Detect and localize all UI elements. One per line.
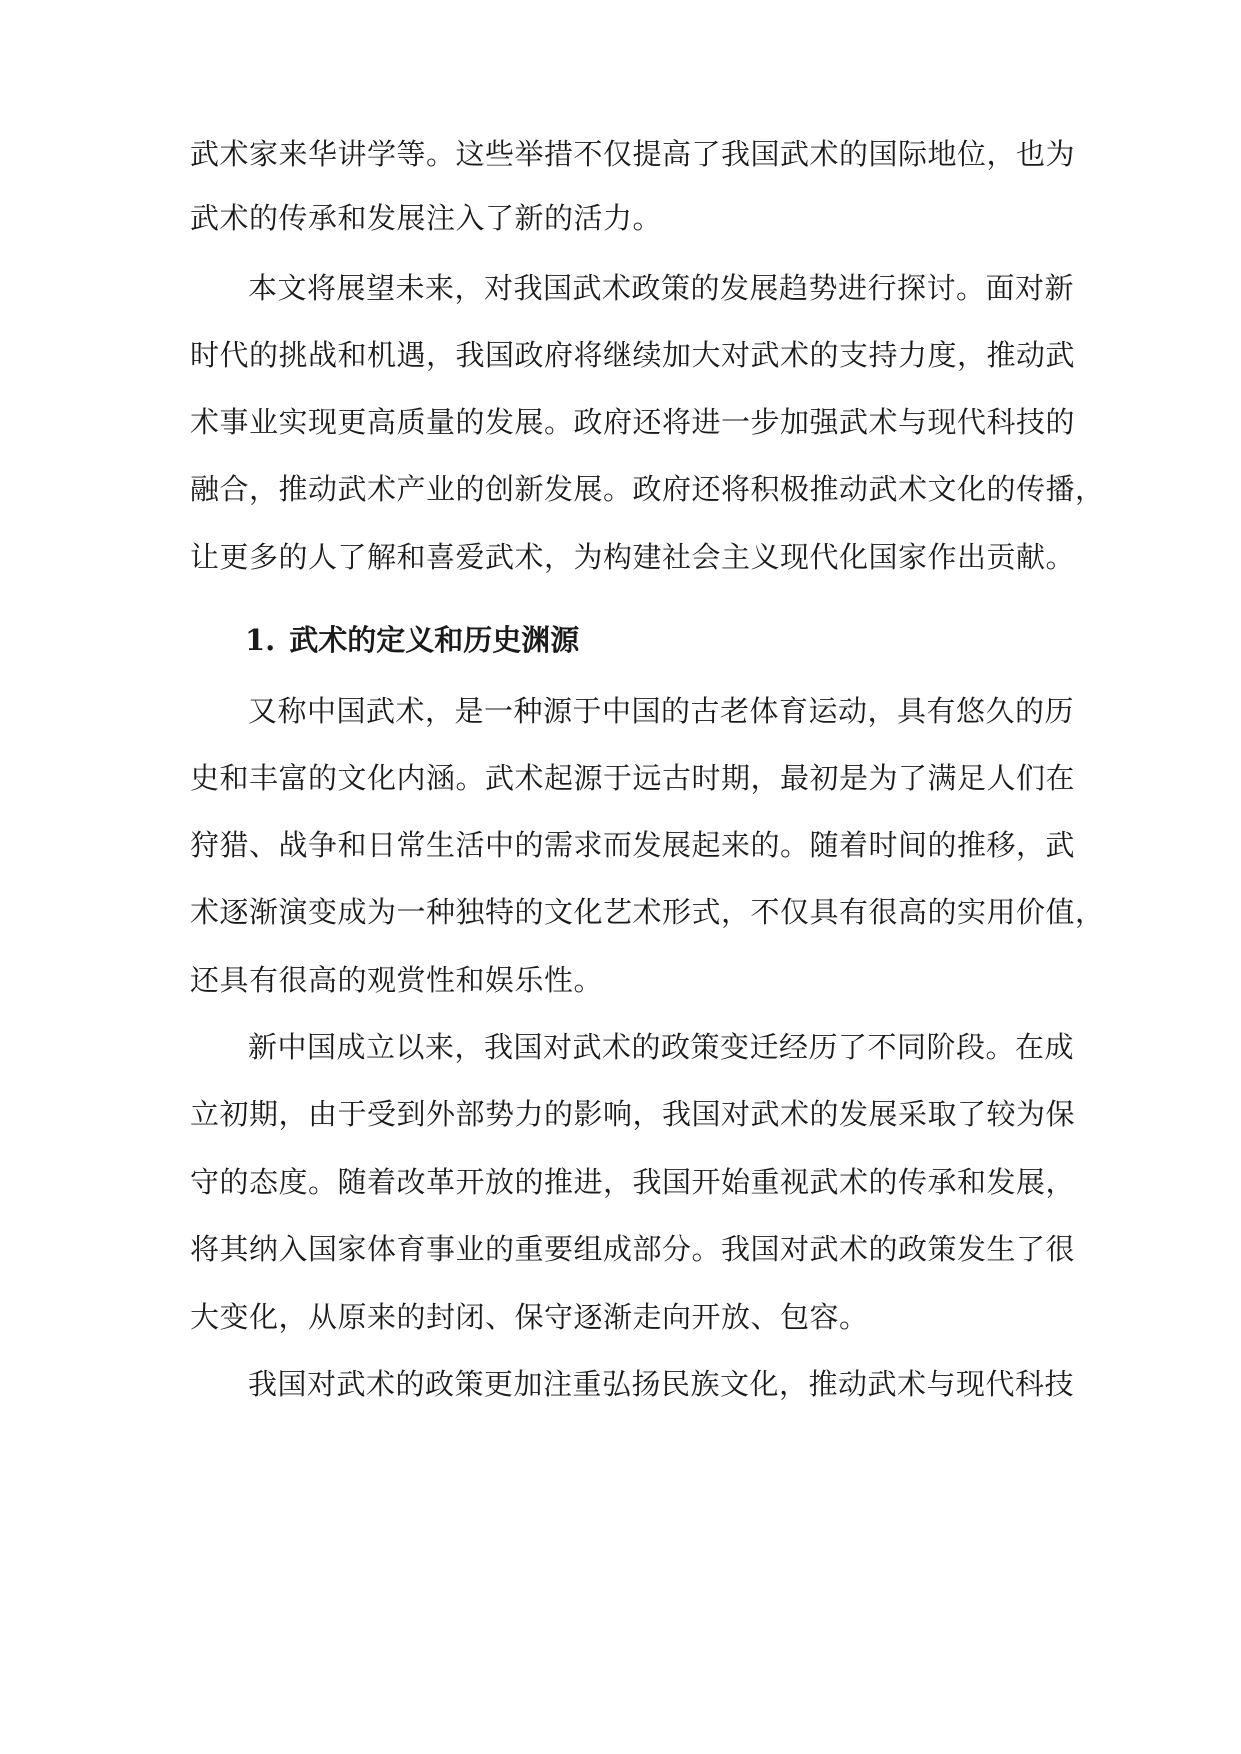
section-number: 1.: [245, 623, 276, 657]
section-title: 武术的定义和历史渊源: [289, 623, 580, 657]
paragraph-line: 武术家来华讲学等。这些举措不仅提高了我国武术的国际地位，也为: [190, 137, 1076, 171]
paragraph-line: 狩猎、战争和日常生活中的需求而发展起来的。随着时间的推移，武: [190, 828, 1076, 862]
paragraph-line: 术逐渐演变成为一种独特的文化艺术形式，不仅具有很高的实用价值，: [190, 895, 1105, 929]
paragraph-line: 又称中国武术，是一种源于中国的古老体育运动，具有悠久的历: [248, 694, 1075, 728]
paragraph-line: 让更多的人了解和喜爱武术，为构建社会主义现代化国家作出贡献。: [190, 540, 1076, 574]
paragraph-line: 立初期，由于受到外部势力的影响，我国对武术的发展采取了较为保: [190, 1097, 1076, 1131]
paragraph-line: 将其纳入国家体育事业的重要组成部分。我国对武术的政策发生了很: [190, 1232, 1076, 1266]
section-heading: [245, 620, 579, 660]
paragraph-line: 史和丰富的文化内涵。武术起源于远古时期，最初是为了满足人们在: [190, 761, 1076, 795]
paragraph-line: 术事业实现更高质量的发展。政府还将进一步加强武术与现代科技的: [190, 405, 1076, 439]
paragraph-line: 新中国成立以来，我国对武术的政策变迁经历了不同阶段。在成: [248, 1030, 1075, 1064]
paragraph-line: 武术的传承和发展注入了新的活力。: [190, 201, 663, 235]
paragraph-line: 时代的挑战和机遇，我国政府将继续加大对武术的支持力度，推动武: [190, 338, 1076, 372]
paragraph-line: 我国对武术的政策更加注重弘扬民族文化，推动武术与现代科技: [248, 1367, 1075, 1401]
paragraph-line: 大变化，从原来的封闭、保守逐渐走向开放、包容。: [190, 1300, 869, 1334]
paragraph-line: 融合，推动武术产业的创新发展。政府还将积极推动武术文化的传播，: [190, 472, 1105, 506]
paragraph-line: 守的态度。随着改革开放的推进，我国开始重视武术的传承和发展，: [190, 1165, 1076, 1199]
paragraph-line: 还具有很高的观赏性和娱乐性。: [190, 963, 604, 997]
paragraph-line: 本文将展望未来，对我国武术政策的发展趋势进行探讨。面对新: [248, 271, 1075, 305]
